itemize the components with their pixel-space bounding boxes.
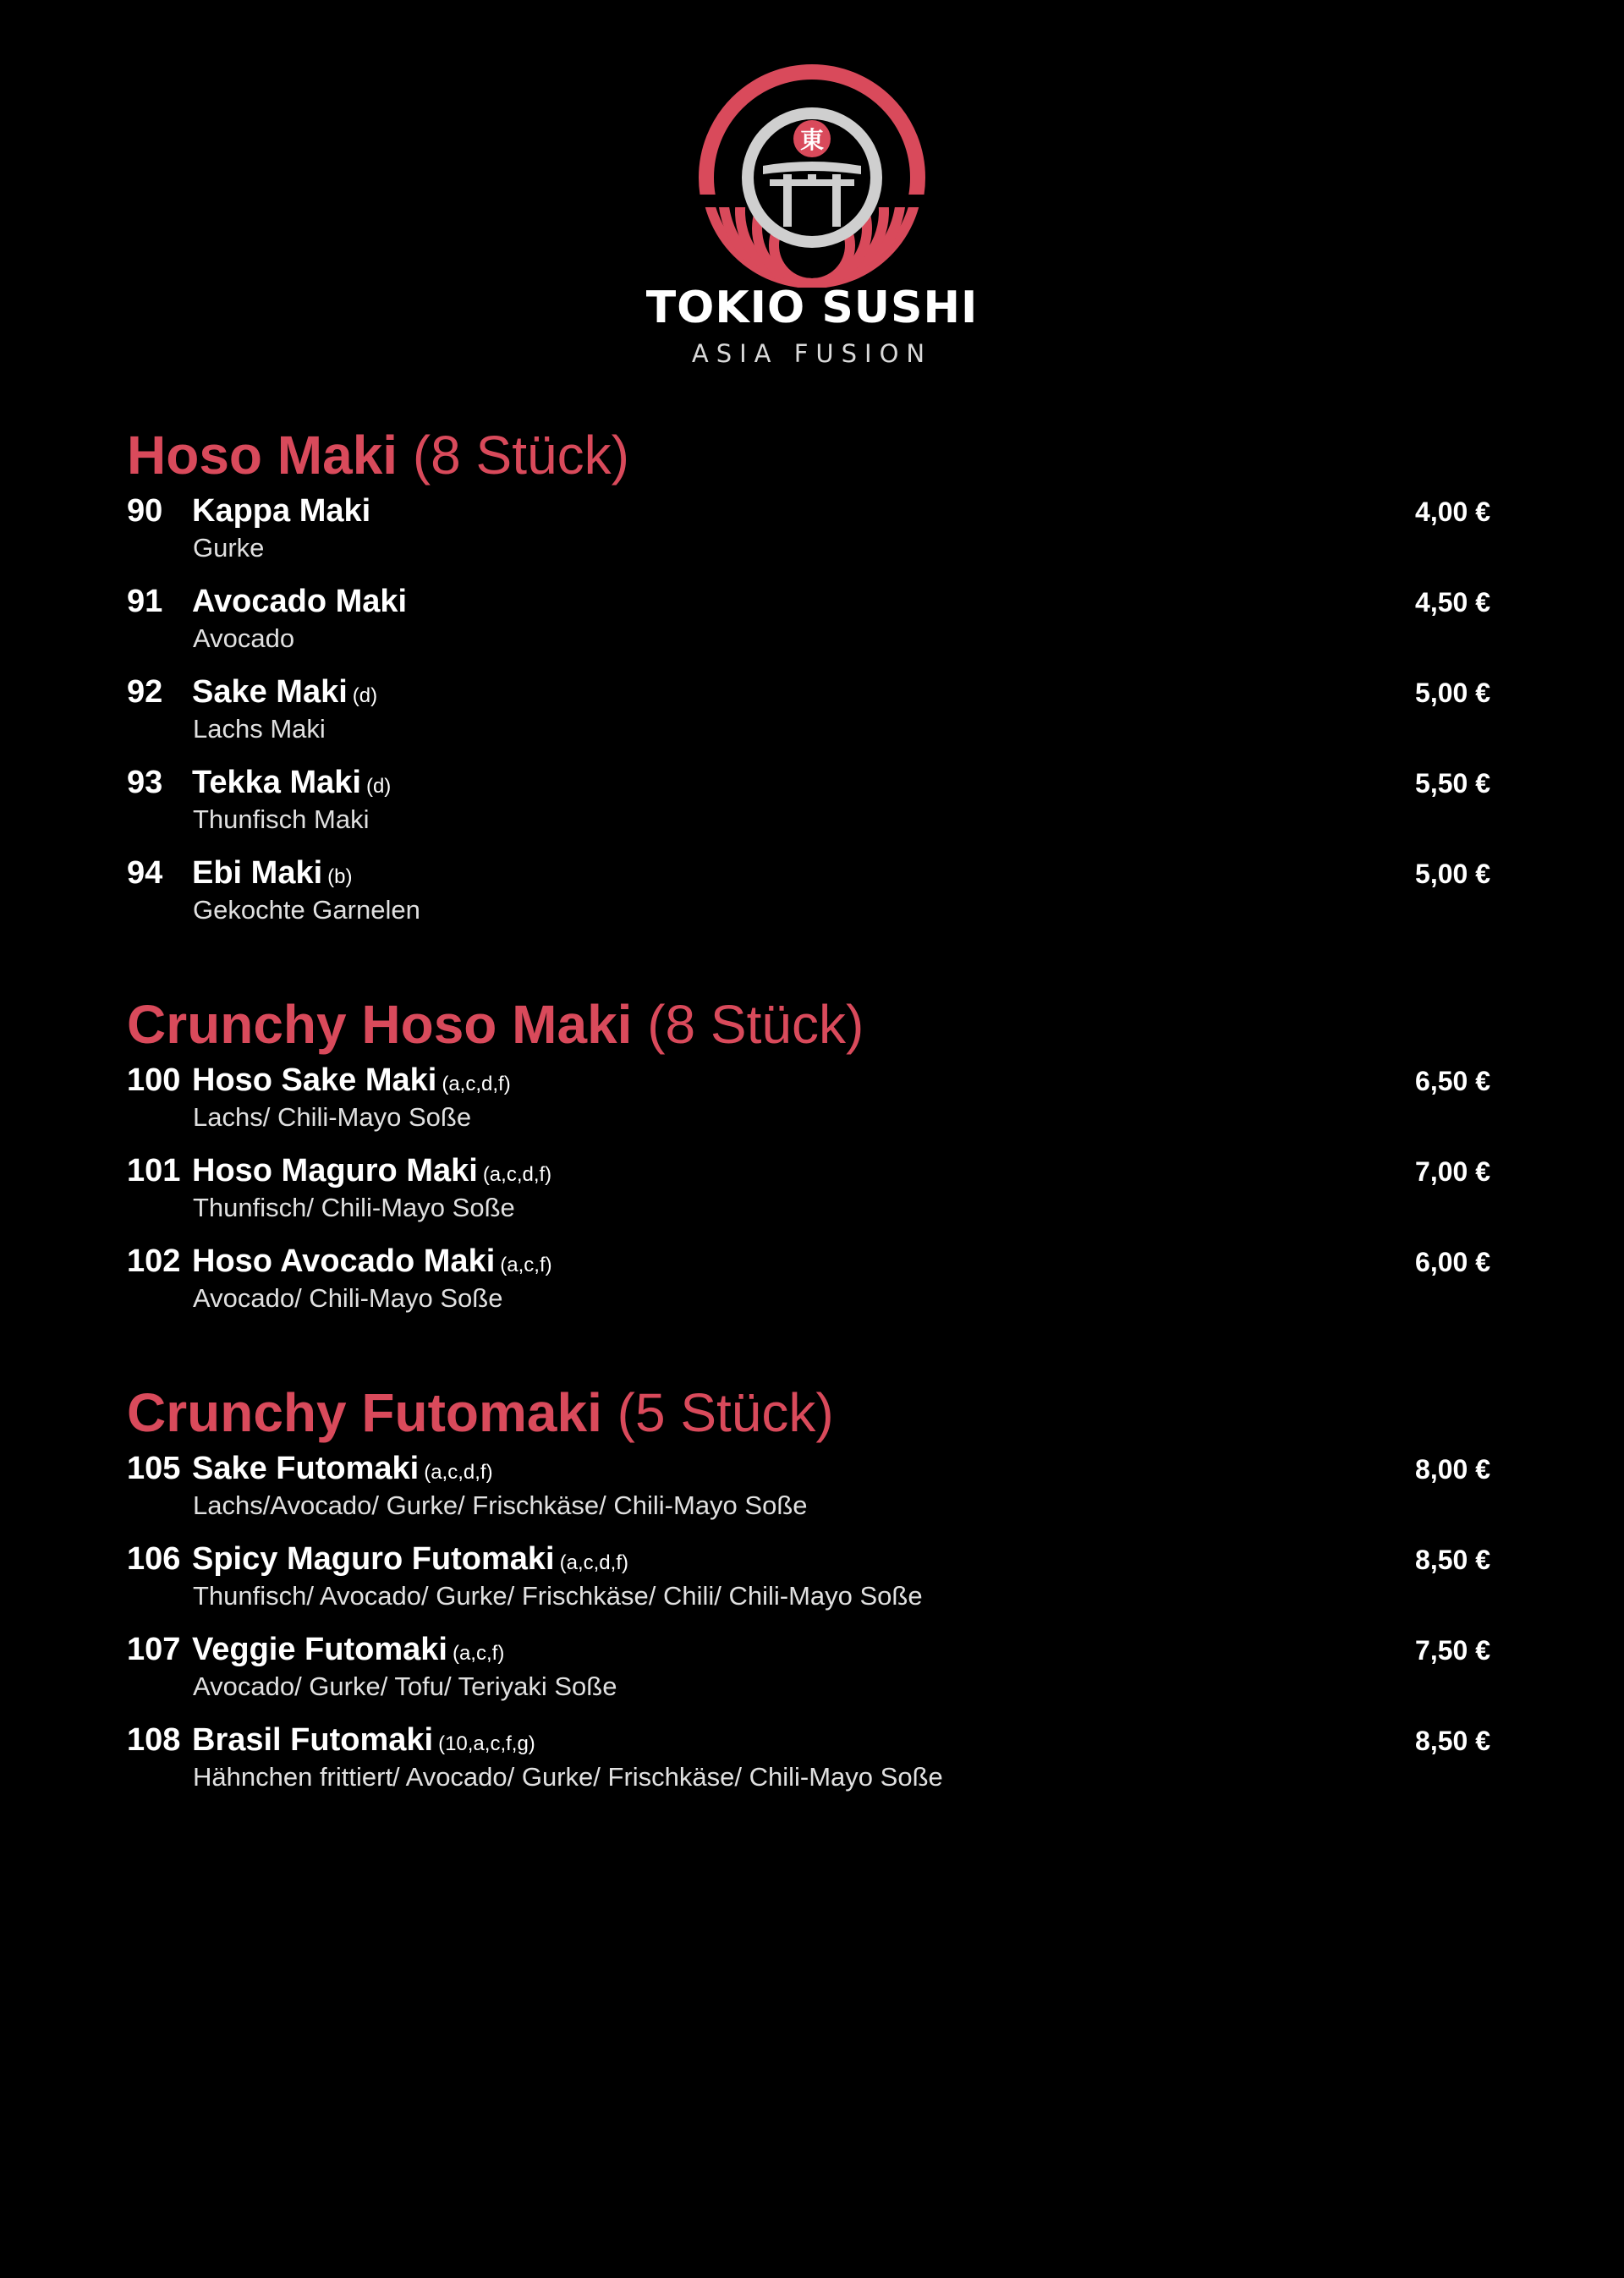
item-price: 6,00 €	[1415, 1247, 1490, 1277]
menu-item	[127, 1151, 1490, 1242]
item-description: Thunfisch/ Avocado/ Gurke/ Frischkäse/ Chili/ Chili-Mayo Soße	[193, 1581, 923, 1611]
item-description: Gurke	[193, 533, 265, 563]
item-allergens: (a,c,d,f)	[442, 1073, 511, 1095]
item-number: 108	[127, 1722, 181, 1758]
item-allergens: (10,a,c,f,g)	[438, 1732, 535, 1755]
section-hoso-maki	[127, 419, 1490, 944]
item-allergens: (d)	[365, 775, 392, 798]
item-allergens: (b)	[327, 865, 353, 888]
item-allergens: (a,c,d,f)	[559, 1551, 628, 1574]
item-number: 91	[127, 584, 163, 619]
item-description: Avocado/ Gurke/ Tofu/ Teriyaki Soße	[193, 1671, 617, 1701]
brand-tagline: ASIA FUSION	[691, 339, 933, 368]
item-number: 107	[127, 1632, 181, 1667]
item-description: Lachs Maki	[193, 714, 326, 744]
item-price: 8,50 €	[1415, 1545, 1490, 1575]
item-price: 6,50 €	[1415, 1066, 1490, 1096]
item-description: Thunfisch Maki	[193, 804, 370, 834]
section-title: Crunchy Hoso Maki (8 Stück)	[127, 994, 864, 1055]
menu-item	[127, 672, 1490, 763]
item-price: 5,00 €	[1415, 678, 1490, 708]
item-price: 8,50 €	[1415, 1726, 1490, 1756]
item-allergens: (a,c,f)	[452, 1642, 505, 1665]
item-allergens: (a,c,f)	[500, 1254, 552, 1276]
menu-item	[127, 763, 1490, 854]
item-allergens: (d)	[352, 684, 378, 707]
item-name: Spicy Maguro Futomaki (a,c,d,f)	[192, 1541, 628, 1577]
item-price: 4,50 €	[1415, 587, 1490, 618]
item-description: Lachs/ Chili-Mayo Soße	[193, 1102, 472, 1132]
item-allergens: (a,c,d,f)	[482, 1163, 552, 1186]
menu	[127, 419, 1490, 1855]
item-number: 92	[127, 674, 163, 710]
item-name: Hoso Avocado Maki (a,c,f)	[192, 1243, 552, 1279]
item-price: 5,50 €	[1415, 768, 1490, 799]
menu-item	[127, 1061, 1490, 1151]
item-name: Kappa Maki	[192, 493, 371, 529]
item-description: Avocado	[193, 623, 295, 653]
section-crunchy-futomaki	[127, 1376, 1490, 1811]
item-number: 90	[127, 493, 163, 529]
menu-item	[127, 854, 1490, 944]
item-description: Hähnchen frittiert/ Avocado/ Gurke/ Frischkäse/ Chili-Mayo Soße	[193, 1762, 943, 1792]
item-name: Ebi Maki (b)	[192, 855, 353, 891]
item-number: 102	[127, 1243, 181, 1279]
item-description: Avocado/ Chili-Mayo Soße	[193, 1283, 503, 1313]
item-name: Hoso Maguro Maki (a,c,d,f)	[192, 1153, 552, 1188]
menu-item	[127, 1540, 1490, 1630]
svg-text:東: 東	[799, 126, 825, 154]
menu-item	[127, 1630, 1490, 1721]
item-name: Veggie Futomaki (a,c,f)	[192, 1632, 505, 1667]
item-price: 7,00 €	[1415, 1156, 1490, 1187]
item-price: 8,00 €	[1415, 1454, 1490, 1485]
item-name: Brasil Futomaki (10,a,c,f,g)	[192, 1722, 535, 1758]
item-allergens: (a,c,d,f)	[424, 1461, 493, 1484]
item-description: Gekochte Garnelen	[193, 895, 420, 925]
item-description: Thunfisch/ Chili-Mayo Soße	[193, 1193, 515, 1222]
item-name: Tekka Maki (d)	[192, 765, 392, 800]
item-price: 4,00 €	[1415, 497, 1490, 527]
section-crunchy-hoso-maki	[127, 988, 1490, 1332]
menu-item	[127, 1449, 1490, 1540]
item-number: 105	[127, 1451, 181, 1486]
item-number: 106	[127, 1541, 181, 1577]
item-number: 101	[127, 1153, 181, 1188]
menu-item	[127, 1721, 1490, 1811]
menu-item	[127, 491, 1490, 582]
item-price: 7,50 €	[1415, 1635, 1490, 1666]
item-description: Lachs/Avocado/ Gurke/ Frischkäse/ Chili-Mayo Soße	[193, 1490, 808, 1520]
item-name: Sake Futomaki (a,c,d,f)	[192, 1451, 493, 1486]
section-title: Crunchy Futomaki (5 Stück)	[127, 1382, 834, 1443]
item-name: Sake Maki (d)	[192, 674, 378, 710]
item-number: 100	[127, 1062, 181, 1098]
section-title: Hoso Maki (8 Stück)	[127, 425, 629, 486]
item-price: 5,00 €	[1415, 859, 1490, 889]
logo-emblem	[643, 51, 981, 288]
brand-name: TOKIO SUSHI	[645, 283, 979, 333]
item-name: Avocado Maki	[192, 584, 408, 619]
item-name: Hoso Sake Maki (a,c,d,f)	[192, 1062, 511, 1098]
menu-item	[127, 1242, 1490, 1332]
item-number: 93	[127, 765, 163, 800]
item-number: 94	[127, 855, 163, 891]
menu-item	[127, 582, 1490, 672]
